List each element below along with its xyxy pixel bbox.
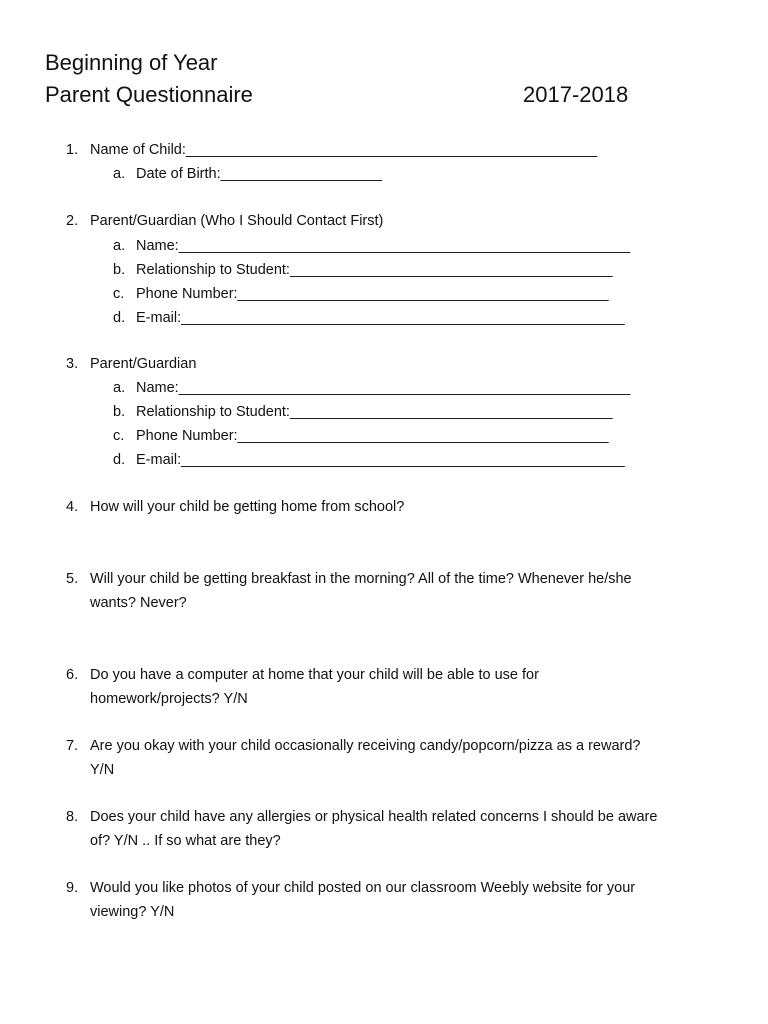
sub-letter: b. xyxy=(113,262,126,278)
question-7-continued: Y/N xyxy=(90,762,115,778)
question-number: 1. xyxy=(66,142,79,158)
sub-text: Phone Number:______________________________________________ xyxy=(136,428,609,444)
sub-letter: a. xyxy=(113,238,126,254)
sub-text: Name:________________________________________________________ xyxy=(136,238,631,254)
sub-letter: a. xyxy=(113,166,126,182)
question-number: 5. xyxy=(66,571,79,587)
sub-text: E-mail:_______________________________________________________ xyxy=(136,310,625,326)
question-number: 8. xyxy=(66,809,79,825)
question-number: 4. xyxy=(66,499,79,515)
question-text: Parent/Guardian xyxy=(90,356,197,372)
sub-text: Phone Number:______________________________________________ xyxy=(136,286,609,302)
sub-text: E-mail:_______________________________________________________ xyxy=(136,452,625,468)
sub-text: Date of Birth:____________________ xyxy=(136,166,382,182)
sub-text: Relationship to Student:________________________________________ xyxy=(136,404,613,420)
school-year: 2017-2018 xyxy=(523,82,629,107)
sub-text: Relationship to Student:________________________________________ xyxy=(136,262,613,278)
question-8-continued: of? Y/N .. If so what are they? xyxy=(90,833,281,849)
question-number: 6. xyxy=(66,667,79,683)
question-number: 2. xyxy=(66,213,79,229)
title-line-2: Parent Questionnaire xyxy=(45,82,253,107)
sub-letter: a. xyxy=(113,380,126,396)
question-5-continued: wants? Never? xyxy=(90,595,187,611)
question-6-continued: homework/projects? Y/N xyxy=(90,691,248,707)
question-number: 3. xyxy=(66,356,79,372)
question-text: Would you like photos of your child posted on our classroom Weebly website for your xyxy=(90,880,636,896)
sub-letter: c. xyxy=(113,428,125,444)
question-text: Name of Child:___________________________________________________ xyxy=(90,142,598,158)
question-number: 9. xyxy=(66,880,79,896)
sub-letter: b. xyxy=(113,404,126,420)
sub-text: Name:________________________________________________________ xyxy=(136,380,631,396)
question-text: Does your child have any allergies or physical health related concerns I should be aware xyxy=(90,809,658,825)
question-text: Are you okay with your child occasionally receiving candy/popcorn/pizza as a reward? xyxy=(90,738,641,754)
title-line-1: Beginning of Year xyxy=(45,50,218,75)
question-9-continued: viewing? Y/N xyxy=(90,904,175,920)
sub-letter: d. xyxy=(113,452,126,468)
question-text: Will your child be getting breakfast in the morning? All of the time? Whenever he/she xyxy=(90,571,632,587)
sub-letter: c. xyxy=(113,286,125,302)
question-number: 7. xyxy=(66,738,79,754)
question-text: How will your child be getting home from school? xyxy=(90,499,405,515)
sub-letter: d. xyxy=(113,310,126,326)
question-text: Parent/Guardian (Who I Should Contact First) xyxy=(90,213,384,229)
question-text: Do you have a computer at home that your child will be able to use for xyxy=(90,667,539,683)
